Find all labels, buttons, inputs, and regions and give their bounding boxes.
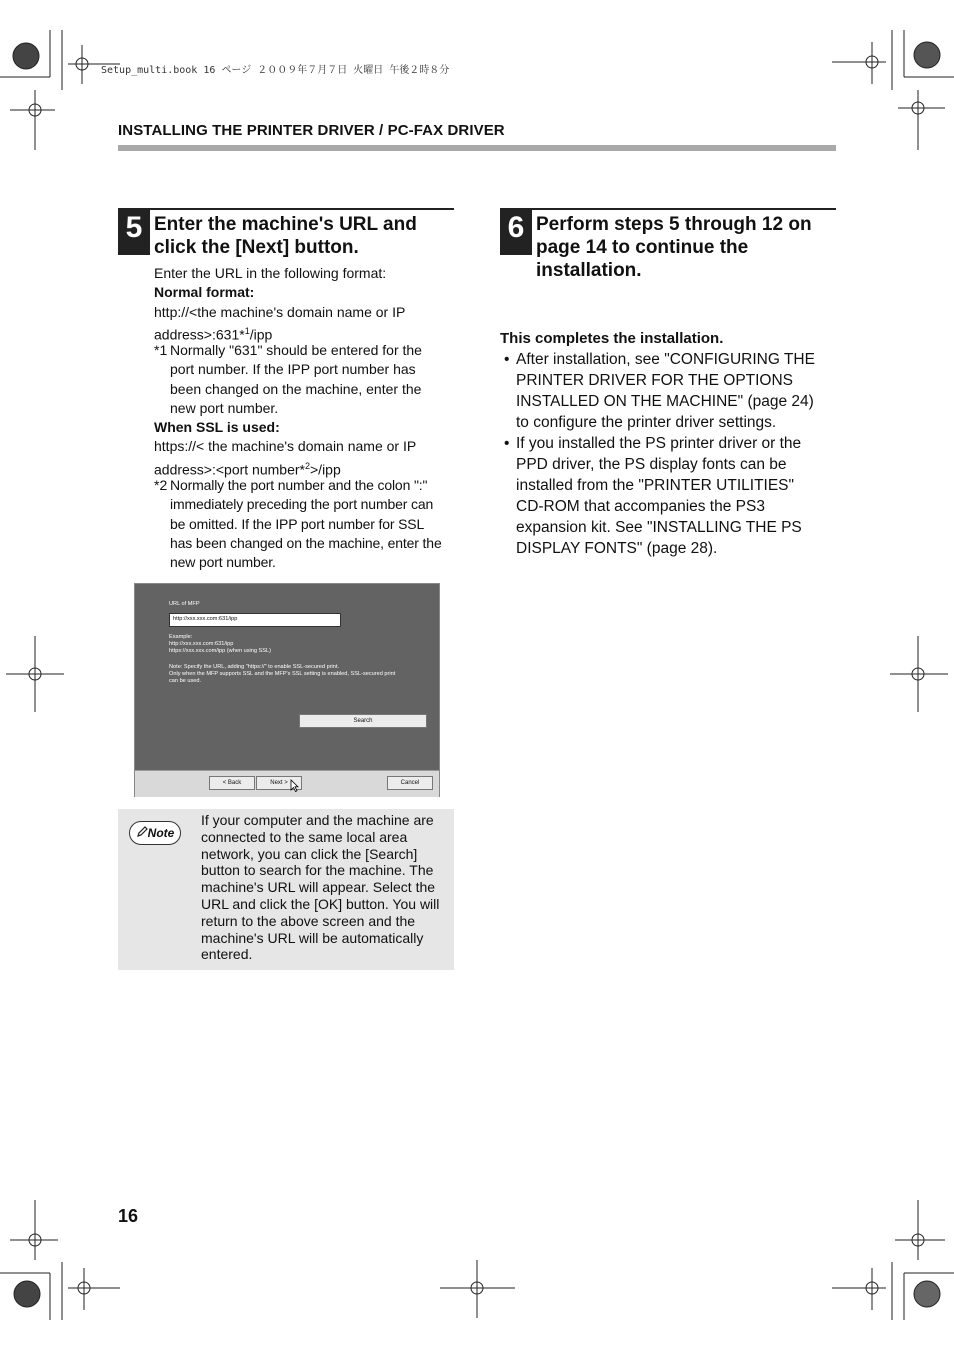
note-line: network, you can click the [Search] — [201, 845, 418, 862]
ssl-note-line1: Note: Specify the URL, adding "https://" to enable SSL-secured print. — [169, 664, 340, 670]
footnote-2-mark: *2 — [154, 477, 168, 493]
example-url-2: https://xxx.xxx.com/ipp (when using SSL) — [169, 648, 271, 654]
step5-body — [154, 264, 454, 345]
normal-format-label: Normal format: — [154, 284, 255, 301]
ssl-note-line2: Only when the MFP supports SSL and the MFP's SSL setting is enabled, SSL-secured print — [169, 671, 396, 677]
normal-url-line2: address>:631*$^1$/ipp — [154, 325, 273, 343]
footnote-1-line: been changed on the machine, enter the — [170, 380, 422, 397]
step5-intro: Enter the URL in the following format: — [154, 265, 387, 281]
ssl-section — [154, 418, 454, 480]
step5-heading-line1: Enter the machine's URL and — [154, 214, 417, 235]
step6-rule — [500, 208, 836, 210]
normal-url-line1: http://<the machine's domain name or IP — [154, 303, 406, 320]
search-button[interactable]: Search — [299, 714, 427, 728]
bullet-ps-fonts-line: expansion kit. See "INSTALLING THE PS — [516, 519, 802, 536]
dialog-button-bar — [135, 770, 439, 797]
bullet-configure-driver — [500, 349, 840, 433]
step6-heading-line: page 14 to continue the — [536, 237, 749, 258]
bullet-ps-fonts-line: • If you installed the PS printer driver or the — [516, 435, 802, 452]
bullet-ps-fonts-line: CD-ROM that accompanies the PS3 — [516, 498, 765, 515]
completes-text: This completes the installation. — [500, 330, 724, 347]
step6-heading-line: installation. — [536, 260, 642, 281]
footnote-1-line: new port number. — [170, 399, 279, 416]
note-text — [201, 812, 451, 963]
url-of-mfp-label: URL of MFP — [169, 601, 200, 607]
cancel-button[interactable]: Cancel — [387, 776, 433, 790]
bullet-ps-fonts-line: installed from the "PRINTER UTILITIES" — [516, 477, 795, 494]
footnote-1 — [154, 341, 454, 421]
bullet-configure-driver-line: INSTALLED ON THE MACHINE" (page 24) — [516, 393, 814, 410]
ssl-note-line3: can be used. — [169, 678, 202, 684]
bullet-ps-fonts — [500, 433, 840, 559]
example-url-1: http://xxx.xxx.com:631/ipp — [169, 641, 234, 647]
pencil-icon — [136, 826, 148, 838]
section-title-rule — [118, 145, 836, 151]
footnote-1-line: port number. If the IPP port number has — [170, 361, 416, 378]
next-button[interactable]: Next > — [256, 776, 302, 790]
note-line: connected to the same local area — [201, 828, 408, 845]
ssl-label: When SSL is used: — [154, 419, 280, 435]
footnote-2-line: immediately preceding the port number can — [170, 496, 434, 513]
note-line: return to the above screen and the — [201, 912, 416, 929]
step5-rule — [118, 208, 454, 210]
bullet-ps-fonts-line: DISPLAY FONTS" (page 28). — [516, 540, 718, 557]
footnote-2-line: has been changed on the machine, enter the — [170, 534, 442, 551]
step5-heading — [154, 213, 417, 259]
section-title: INSTALLING THE PRINTER DRIVER / PC-FAX DRIVER — [118, 122, 505, 139]
installer-screenshot — [134, 583, 440, 797]
note-line: If your computer and the machine are — [201, 812, 434, 828]
footnote-2-line: be omitted. If the IPP port number for SSL — [170, 515, 425, 532]
note-line: button to search for the machine. The — [201, 862, 434, 879]
footnote-2 — [154, 476, 454, 576]
step5-number: 5 — [118, 209, 150, 255]
step6-heading-line: Perform steps 5 through 12 on — [536, 214, 812, 235]
footnote-1-mark: *1 — [154, 342, 168, 358]
ssl-url-line1: https://< the machine's domain name or IP — [154, 438, 417, 455]
url-input[interactable]: http://xxx.xxx.com:631/ipp — [169, 613, 341, 627]
step6-heading — [536, 213, 812, 282]
ssl-url-line2: address>:<port number*$^2$>/ipp — [154, 460, 341, 478]
mouse-cursor-icon — [290, 779, 299, 792]
step6-bullets — [500, 349, 840, 559]
footnote-1-text — [170, 341, 422, 418]
note-line: entered. — [201, 946, 253, 963]
note-line: machine's URL will appear. Select the — [201, 879, 436, 896]
step6-number: 6 — [500, 209, 532, 255]
footnote-1-line: Normally "631" should be entered for the — [170, 342, 422, 358]
footnote-2-text — [170, 476, 442, 572]
bullet-configure-driver-line: PRINTER DRIVER FOR THE OPTIONS — [516, 372, 794, 389]
print-header: Setup_multi.book 16 ページ ２００９年７月７日 火曜日 午後２時８分 — [101, 65, 450, 76]
footnote-2-line: new port number. — [170, 554, 276, 571]
bullet-configure-driver-line: • After installation, see "CONFIGURING THE — [516, 351, 815, 368]
note-box — [118, 809, 454, 970]
note-line: URL and click the [OK] button. You will — [201, 895, 440, 912]
bullet-ps-fonts-line: PPD driver, the PS display fonts can be — [516, 456, 787, 473]
note-line: machine's URL will be automatically — [201, 929, 424, 946]
footnote-2-line: Normally the port number and the colon ":" — [170, 477, 428, 493]
back-button[interactable]: < Back — [209, 776, 255, 790]
bullet-configure-driver-line: to configure the printer driver settings. — [516, 414, 777, 431]
page-number: 16 — [118, 1206, 139, 1226]
note-badge: Note — [129, 821, 181, 845]
step5-heading-line2: click the [Next] button. — [154, 237, 359, 258]
example-label: Example: — [169, 634, 193, 640]
